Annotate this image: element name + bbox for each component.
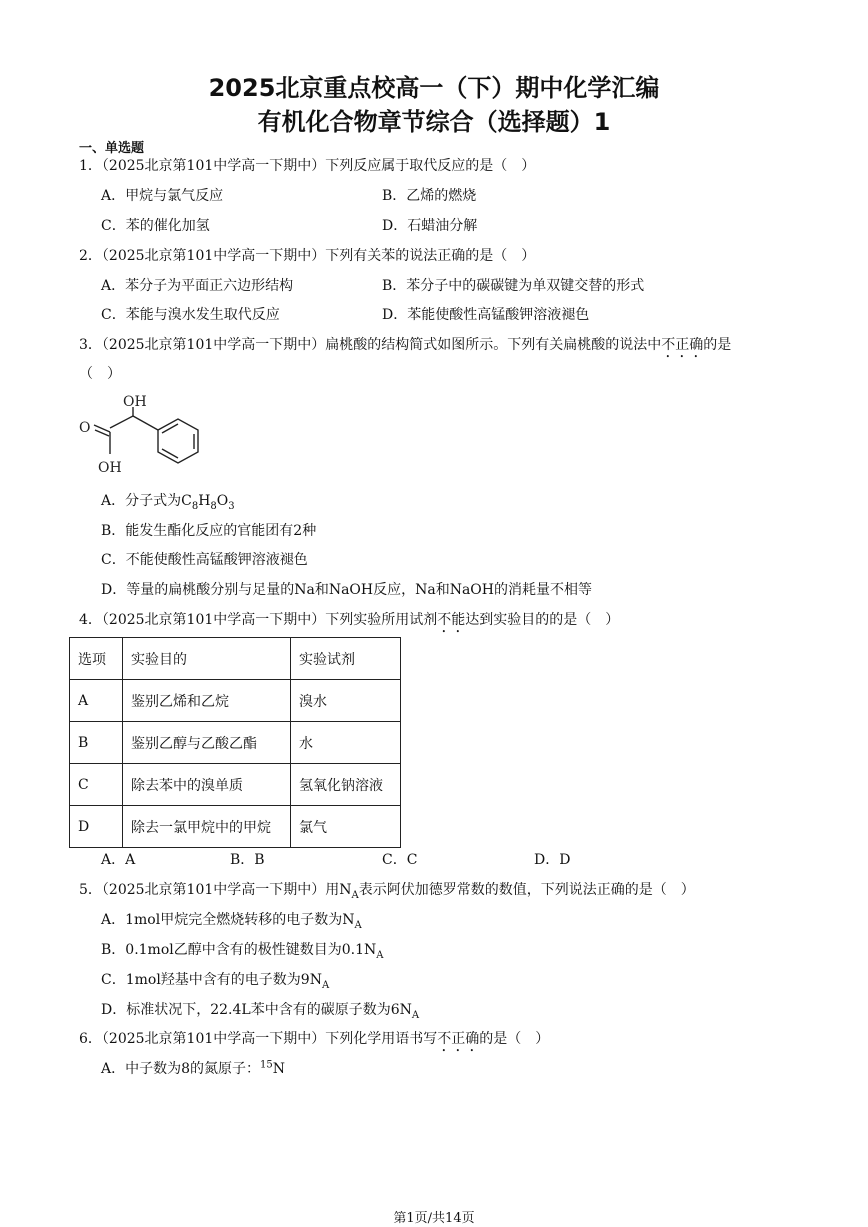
q5-option-c: C．1mol羟基中含有的电子数为$9N_A$	[101, 972, 330, 991]
q2-option-a: A．苯分子为平面正六边形结构	[101, 278, 294, 294]
bond-c-oh	[110, 416, 133, 428]
q2-option-c: C．苯能与溴水发生取代反应	[101, 307, 280, 323]
q4-option-c: C．C	[382, 852, 418, 868]
q1-option-a: A．甲烷与氯气反应	[101, 188, 224, 204]
table-header-cell: 选项	[70, 638, 123, 680]
q1-stem: 1．（2025北京第101中学高一下期中）下列反应属于取代反应的是（ ）	[79, 158, 536, 174]
q1-option-c: C．苯的催化加氢	[101, 218, 210, 234]
table-row	[70, 722, 401, 764]
q4-option-d: D．D	[534, 852, 571, 868]
ring-inner-3	[162, 449, 178, 458]
q3-stem-emphasis: 不正确	[661, 337, 704, 353]
doc-title-line2: 有机化合物章节综合（选择题）1	[257, 108, 611, 136]
table-cell: A	[70, 680, 123, 722]
label-o: O	[79, 420, 91, 436]
label-oh-top: OH	[123, 394, 147, 410]
bond-alpha-ring	[133, 416, 158, 430]
table-cell: D	[70, 806, 123, 848]
q3-option-c: C．不能使酸性高锰酸钾溶液褪色	[101, 552, 308, 568]
table-header-cell: 实验目的	[123, 638, 291, 680]
q2-option-b: B．苯分子中的碳碳键为单双键交替的形式	[382, 278, 645, 294]
section-heading: 一、单选题	[79, 141, 145, 156]
q1-option-b: B．乙烯的燃烧	[382, 188, 477, 204]
q4-stem-emphasis: 不能	[437, 612, 466, 628]
label-oh-bottom: OH	[98, 460, 122, 476]
table-header-cell: 实验试剂	[291, 638, 401, 680]
q3-stem-pre: 3．（2025北京第101中学高一下期中）扁桃酸的结构简式如图所示。下列有关扁桃酸的说法中	[79, 337, 662, 353]
q3-stem-post: 的是	[703, 337, 732, 353]
q3-stem	[79, 334, 731, 361]
page-footer: 第1页/共14页	[393, 1211, 475, 1226]
table-cell: C	[70, 764, 123, 806]
table-row	[70, 764, 401, 806]
table-cell: 鉴别乙烯和乙烷	[123, 680, 291, 722]
table-cell: 除去一氯甲烷中的甲烷	[123, 806, 291, 848]
q4-option-a: A．A	[101, 852, 136, 868]
experiment-table	[69, 637, 401, 848]
table-cell: 氯气	[291, 806, 401, 848]
table-header-row	[70, 638, 401, 680]
q5-option-d: D．标准状况下，22.4L苯中含有的碳原子数为$6N_A$	[101, 1002, 420, 1021]
q6-stem: 6．（2025北京第101中学高一下期中）下列化学用语书写不正确的是（ ）	[79, 1031, 550, 1047]
table-cell: 溴水	[291, 680, 401, 722]
q5-option-a: A．1mol甲烷完全燃烧转移的电子数为$N_A$	[101, 912, 362, 931]
doc-title-line1: 2025北京重点校高一（下）期中化学汇编	[208, 74, 660, 102]
q2-option-d: D．苯能使酸性高锰酸钾溶液褪色	[382, 307, 590, 323]
table-cell: B	[70, 722, 123, 764]
q3-option-d: D．等量的扁桃酸分别与足量的Na和NaOH反应，Na和NaOH的消耗量不相等	[101, 582, 592, 598]
q4-option-b: B．B	[230, 852, 265, 868]
q3-option-a: A．分子式为$C_8H_8O_3$	[101, 493, 235, 512]
q5-option-b: B．0.1mol乙醇中含有的极性键数目为$0.1N_A$	[101, 942, 384, 961]
table-cell: 鉴别乙醇与乙酸乙酯	[123, 722, 291, 764]
q5-stem: 5．（2025北京第101中学高一下期中）用$N_A$表示阿伏加德罗常数的数值，下列说法正确的是（ ）	[79, 882, 695, 901]
q3-paren: （ ）	[79, 366, 121, 382]
ring-inner-1	[162, 424, 178, 433]
table-cell: 水	[291, 722, 401, 764]
q4-stem: 4．（2025北京第101中学高一下期中）下列实验所用试剂不能达到实验目的的是（ ）	[79, 612, 620, 628]
mandelic-acid-structure	[76, 390, 206, 480]
table-row	[70, 680, 401, 722]
table-cell: 氢氧化钠溶液	[291, 764, 401, 806]
q6-stem-emphasis: 不正确	[437, 1031, 480, 1047]
table-row	[70, 806, 401, 848]
q3-option-b: B．能发生酯化反应的官能团有2种	[101, 523, 317, 539]
table-cell: 除去苯中的溴单质	[123, 764, 291, 806]
q2-stem: 2．（2025北京第101中学高一下期中）下列有关苯的说法正确的是（ ）	[79, 248, 536, 264]
q1-option-d: D．石蜡油分解	[382, 218, 478, 234]
q6-option-a: A．中子数为8的氮原子：$^{15}$N	[101, 1059, 286, 1077]
benzene-ring	[158, 419, 198, 463]
